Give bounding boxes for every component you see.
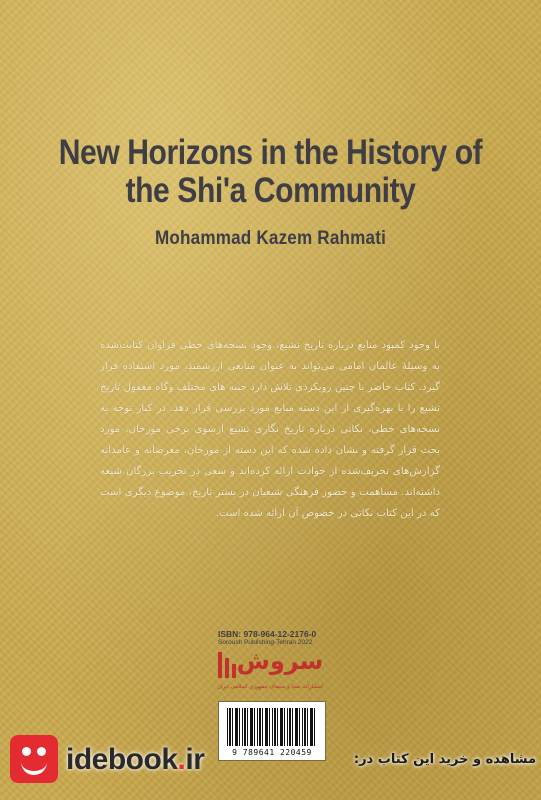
barcode-number: 9 789641 220459: [232, 748, 312, 757]
book-title: [38, 134, 503, 210]
watermark-site-dot: .: [177, 743, 186, 776]
watermark-site-name[interactable]: [66, 743, 204, 777]
book-author: Mohammad Kazem Rahmati: [154, 228, 387, 249]
book-title-line-2: the Shi'a Community: [125, 171, 416, 210]
isbn-number: ISBN: 978-964-12-2176-0: [218, 629, 317, 639]
watermark-site-prefix: idebook: [66, 743, 178, 776]
smiley-icon: [10, 735, 58, 783]
publisher-logo: سروش: [236, 647, 324, 675]
book-title-line-1: New Horizons in the History of: [58, 133, 483, 172]
watermark-site-suffix: ir: [185, 743, 205, 776]
barcode-bars: [227, 708, 317, 746]
publisher-line: Soroush Publishing-Tehran 2022: [218, 639, 313, 646]
publisher-caption: انتشارات صدا و سیمای جمهوری اسلامی ایران: [217, 684, 323, 690]
book-description: با وجود کمبود منابع درباره تاریخ تشیع، وجود نسخه‌های خطی فراوان کتابت‌شده به وسیلهٔ عالمان امامی می‌تواند به عنوان منابعی ارزشمند، مورد استفاده قرار گیرد. کتاب حاضر با چنین رویکردی تلاش دارد جنبه های مختلف وگاه مغفول تاریخ تشیع را با بهره‌گیری از این دسته منابع مورد بررسی قرار دهد. در کنار توجه به نسخه‌های خطی، نکاتی درباره تاریخ نگاری تشیع ازسوی برخی مورخان، مورد بحث قرار گرفته و نشان داده شده که این دسته از مورخان، مغرضانه و عامدانه گزارش‌های تحریف‌شده از حوادث ارائه کرده‌اند و سعی در تخریب بزرگان شیعه داشته‌اند. مساهمت و حضور فرهنگی شیعیان در بستر تاریخ، موضوع دیگری است که در این کتاب نکاتی در خصوص آن ارائه شده است.: [100, 340, 440, 519]
watermark-tagline: مشاهده و خرید این کتاب در:: [353, 752, 536, 767]
